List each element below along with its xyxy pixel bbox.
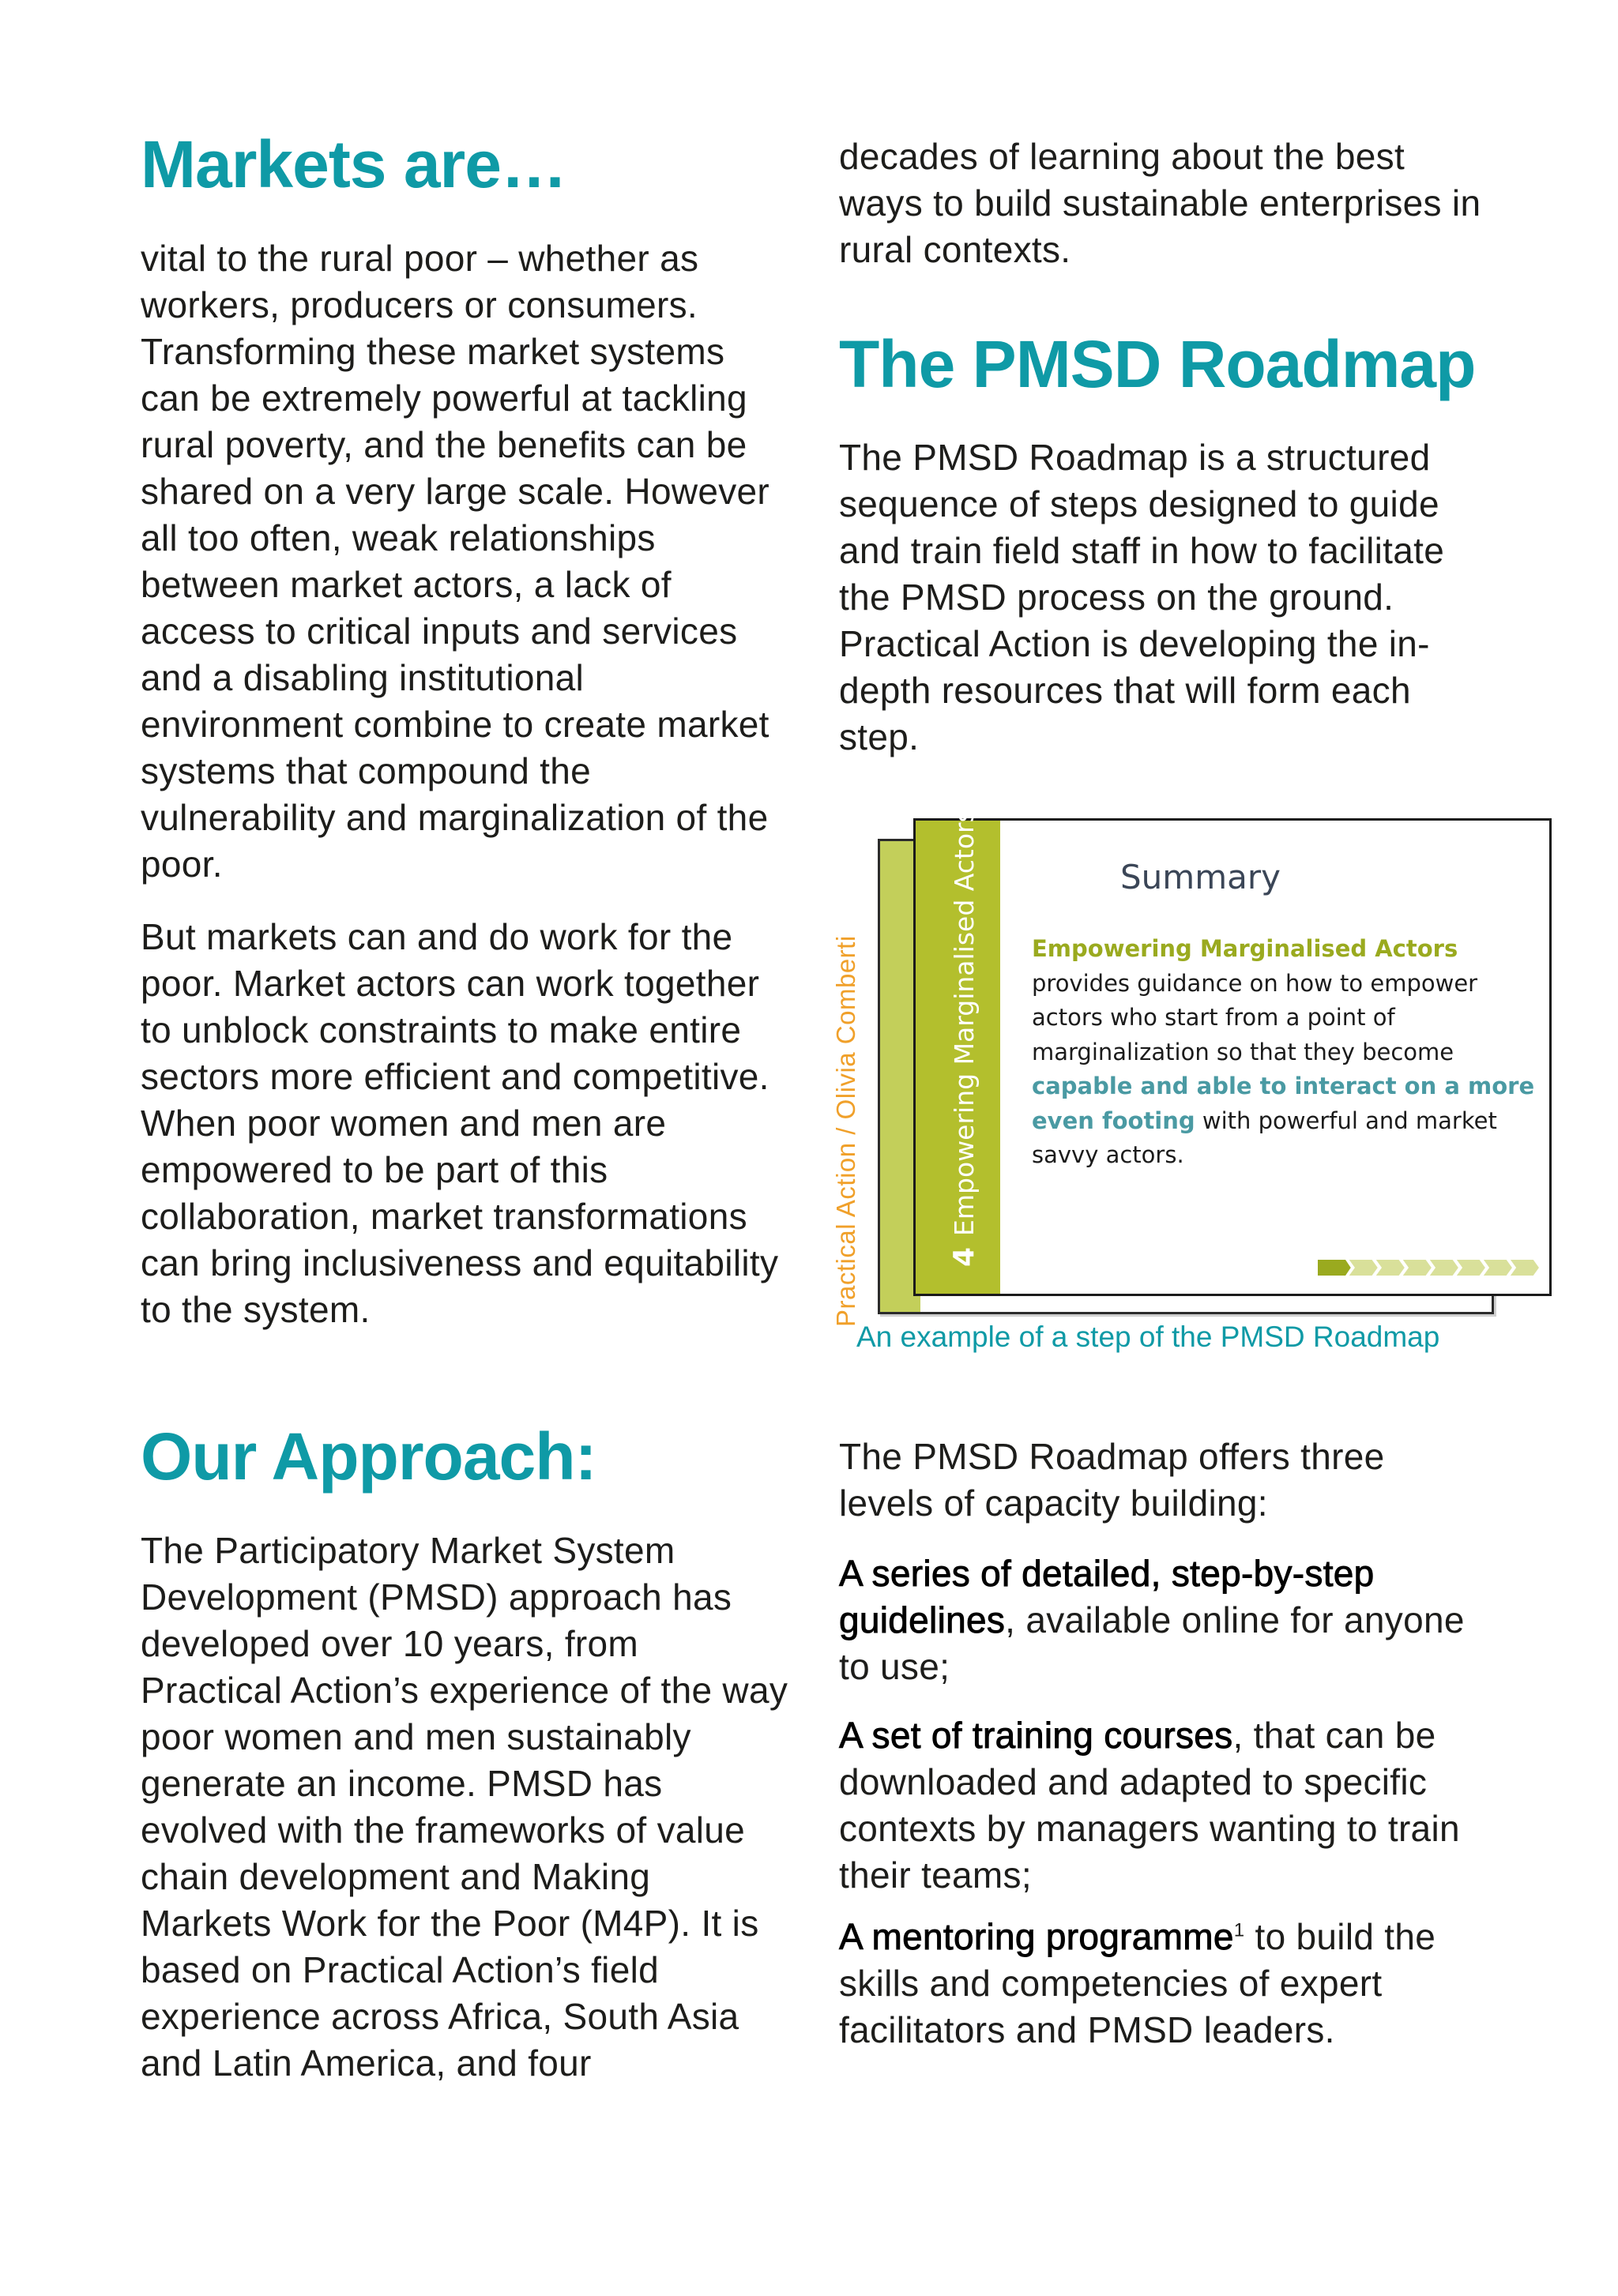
- slide-highlight-step-name: Empowering Marginalised Actors: [1032, 935, 1458, 962]
- paragraph-markets-work: But markets can and do work for the poor. Market actors can work together to unblock constraints to make entire sectors more efficient and competitive. When poor women and men are empowered to be part of this collaboration, market transformations can bring inclusiveness and equitability to the system.: [141, 916, 779, 1330]
- slide-body-text-1: provides guidance on how to empower actors who start from a point of marginalization so that they become: [1032, 969, 1478, 1065]
- list-item-level-guidelines: [839, 1550, 1487, 1690]
- list-item-level-training: [839, 1712, 1487, 1899]
- progress-step-chevron: [1484, 1260, 1512, 1276]
- level-mentoring-title: A mentoring programme: [839, 1916, 1234, 1957]
- heading-pmsd-roadmap: The PMSD Roadmap: [839, 327, 1476, 401]
- list-item-level-mentoring: [839, 1914, 1487, 2054]
- slide-step-label: [948, 809, 980, 1267]
- progress-step-chevron: [1376, 1260, 1405, 1276]
- progress-step-chevron: [1511, 1260, 1539, 1276]
- slide-body: [1032, 932, 1537, 1173]
- slide-highlight-capable: capable and able to interact on a more even footing: [1032, 1073, 1535, 1134]
- heading-markets-are: Markets are…: [141, 127, 566, 201]
- level-mentoring-text: to build the skills and competencies of expert facilitators and PMSD leaders.: [839, 1916, 1436, 2050]
- slide-title: Summary: [1120, 858, 1281, 896]
- level-guidelines-title: A series of detailed, step-by-step guidelines: [839, 1553, 1375, 1640]
- paragraph-levels-intro: The PMSD Roadmap offers three levels of capacity building:: [839, 1436, 1385, 1524]
- progress-step-chevron: [1403, 1260, 1432, 1276]
- paragraph-approach-continued: decades of learning about the best ways to build sustainable enterprises in rural contexts.: [839, 136, 1481, 270]
- progress-step-chevron: [1318, 1260, 1351, 1276]
- slide-progress-indicator: [1318, 1260, 1539, 1276]
- level-training-title: A set of training courses: [839, 1715, 1233, 1756]
- progress-step-chevron: [1349, 1260, 1378, 1276]
- paragraph-approach: The Participatory Market System Development (PMSD) approach has developed over 10 years, from Practical Action’s experience of the way poor women and men sustainably generate an income. PMSD has evolved with the frameworks of value chain development and Making Markets Work for the Poor (M4P). It is based on Practical Action’s field experience across Africa, South Asia and Latin America, and four: [141, 1530, 788, 2084]
- slide-step-name: Empowering Marginalised Actors: [949, 809, 980, 1236]
- paragraph-markets-vital: vital to the rural poor – whether as workers, producers or consumers. Transforming these market systems can be extremely powerful at tackling rural poverty, and the benefits can be shared on a very large scale. However all too often, weak relationships between market actors, a lack of access to critical inputs and services and a disabling institutional environment combine to create market systems that compound the vulnerability and marginalization of the poor.: [141, 238, 770, 885]
- roadmap-step-figure: [828, 809, 1535, 1319]
- progress-step-chevron: [1457, 1260, 1485, 1276]
- figure-caption: An example of a step of the PMSD Roadmap: [856, 1321, 1440, 1353]
- progress-step-chevron: [1430, 1260, 1458, 1276]
- figure-photo-credit: Practical Action / Olivia Comberti: [831, 935, 860, 1327]
- level-guidelines-text: , available online for anyone to use;: [839, 1599, 1465, 1687]
- slide-step-number: 4: [948, 1246, 980, 1267]
- paragraph-roadmap: The PMSD Roadmap is a structured sequence of steps designed to guide and train field staff in how to facilitate the PMSD process on the ground. Practical Action is developing the in-depth resources that will form each step.: [839, 437, 1445, 757]
- footnote-marker: 1: [1233, 1919, 1245, 1941]
- heading-our-approach: Our Approach:: [141, 1419, 596, 1494]
- level-training-text: , that can be downloaded and adapted to specific contexts by managers wanting to train their teams;: [839, 1715, 1460, 1896]
- slide-body-text-2: with powerful and market savvy actors.: [1032, 1107, 1497, 1168]
